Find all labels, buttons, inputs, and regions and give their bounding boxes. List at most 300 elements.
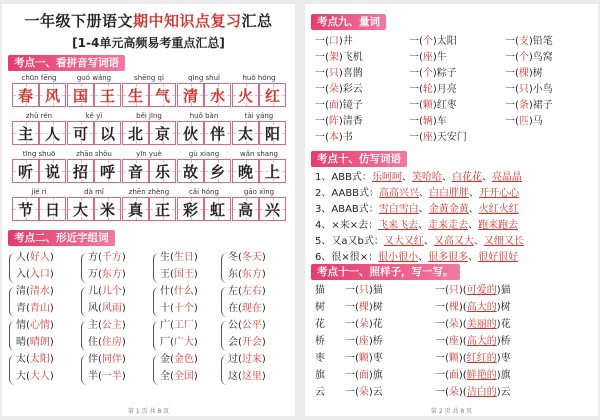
answer: 阵 [328, 116, 339, 127]
char-word-pair [228, 336, 266, 350]
char: 火 [237, 87, 253, 105]
answer: 开会 [241, 337, 262, 348]
char-word-pair [228, 319, 266, 333]
char: 方( [88, 252, 102, 263]
answer: 又大又红 [383, 236, 424, 247]
answer: 可爱的 [466, 285, 497, 296]
pinyin-label: kě yǐ [85, 112, 103, 120]
answer: 生日 [173, 252, 194, 263]
title-part-1: 一年级下册语文 [24, 12, 133, 30]
noun: )鸟窝 [528, 52, 553, 63]
char-cell [12, 159, 39, 183]
char: 风 [44, 87, 60, 105]
char: 广( [160, 320, 174, 331]
noun: )牛 [432, 52, 447, 63]
char: 冬( [228, 252, 242, 263]
answer: 火红火红 [478, 204, 519, 215]
pattern-row [315, 235, 524, 249]
prefix: 一( [345, 285, 359, 296]
char-word-pair [160, 370, 198, 384]
char: 东( [228, 269, 242, 280]
char: 音 [127, 163, 143, 181]
char-cell [177, 83, 204, 107]
char: 伴( [88, 354, 102, 365]
char: 伙 [182, 125, 198, 143]
answer: 朵 [448, 387, 459, 398]
char: 人( [16, 252, 30, 263]
char-word-pair [16, 302, 54, 316]
answer: 朵 [358, 319, 369, 330]
noun: )飞机 [338, 52, 363, 63]
answer: 现在 [241, 303, 262, 314]
char: 会( [228, 337, 242, 348]
separator: 、 [401, 172, 412, 183]
char: 米 [99, 201, 115, 219]
answer: 清水 [29, 286, 50, 297]
answer: 很小很小 [378, 252, 419, 263]
char-cell [122, 159, 149, 183]
pattern-label: 5、又a又b式： [315, 236, 384, 247]
paren: ) [261, 371, 266, 382]
measure-item [505, 83, 553, 97]
group-brace [153, 287, 159, 317]
pattern-row [315, 219, 518, 233]
measure-item [505, 51, 553, 65]
answer: 左右 [241, 286, 262, 297]
answer: 个 [518, 52, 529, 63]
prefix: 一( [435, 353, 449, 364]
answer: 工厂 [173, 320, 194, 331]
char: 红 [264, 87, 280, 105]
answer: 全国 [173, 371, 194, 382]
pinyin-label: zhāo shǒu [76, 150, 112, 158]
pinyin-label: cǎi hóng [189, 188, 219, 196]
char-cell [122, 121, 149, 145]
example-word: 树 [315, 302, 325, 313]
example-phrase-long [435, 352, 511, 366]
noun: )彩云 [338, 84, 363, 95]
prefix: 一( [315, 52, 329, 63]
answer: 千方 [101, 252, 122, 263]
noun: )猫 [496, 285, 511, 296]
paren: ) [49, 354, 54, 365]
char: 左( [228, 286, 242, 297]
answer: 晴朗 [29, 337, 50, 348]
paren: ) [121, 286, 126, 297]
char-cell [67, 121, 94, 145]
pinyin-row [12, 112, 286, 146]
char-cell [232, 83, 259, 107]
example-phrase-long [435, 335, 511, 349]
answer: 口 [328, 36, 339, 47]
char: 乐 [154, 163, 170, 181]
char-word-pair [228, 251, 266, 265]
char-word-pair [160, 336, 198, 350]
noun: )花 [368, 319, 383, 330]
paren: ) [121, 252, 126, 263]
paren: ) [193, 371, 198, 382]
char: 半( [88, 371, 102, 382]
prefix: 一( [505, 100, 519, 111]
prefix: 一( [315, 36, 329, 47]
group-brace [81, 253, 87, 283]
char-cell [232, 159, 259, 183]
char: 晚 [237, 163, 253, 181]
char: 可 [72, 125, 88, 143]
prefix: 一( [435, 302, 449, 313]
separator: 、 [418, 252, 429, 263]
char-word-pair [88, 251, 126, 265]
pinyin-label: wǎn shang [240, 150, 278, 158]
char-cell [259, 121, 286, 145]
prefix: 一( [345, 319, 359, 330]
pattern-label: 2、AABB式： [315, 188, 380, 199]
paren: ) [193, 337, 198, 348]
answer: 颗 [422, 100, 433, 111]
measure-item [409, 115, 447, 129]
char: 王( [160, 269, 174, 280]
answer: 国王 [173, 269, 194, 280]
answer: 笑哈哈 [411, 172, 442, 183]
pinyin-label: zhǔ rén [25, 112, 53, 120]
noun: )旗 [368, 370, 383, 381]
char: 在( [228, 303, 242, 314]
char-word-pair [160, 302, 198, 316]
separator: 、 [473, 236, 484, 247]
answer: 高大的 [466, 302, 497, 313]
pattern-row [315, 187, 519, 201]
measure-item [315, 131, 353, 145]
char: 大( [16, 371, 30, 382]
measure-item [505, 115, 543, 129]
answer: 支 [518, 36, 529, 47]
char-word-pair [228, 370, 266, 384]
example-phrase-short [345, 369, 383, 383]
example-word: 旗 [315, 370, 325, 381]
pinyin-label: tīng shuō [22, 150, 56, 158]
char-cell [204, 121, 231, 145]
char-cell [39, 121, 66, 145]
answer: 这里 [241, 371, 262, 382]
answer: 公主 [101, 320, 122, 331]
prefix: 一( [315, 100, 329, 111]
separator: 、 [468, 220, 479, 231]
char: 兴 [264, 201, 280, 219]
pinyin-row [12, 150, 286, 184]
char: 水 [209, 87, 225, 105]
answer: 又细又长 [483, 236, 524, 247]
example-phrase-short [345, 352, 383, 366]
answer: 心情 [29, 320, 50, 331]
group-brace [81, 355, 87, 385]
answer: 辆 [422, 116, 433, 127]
answer: 朵 [328, 84, 339, 95]
char: 公( [228, 320, 242, 331]
section-banner-1: 考点一、看拼音写词语 [8, 55, 125, 71]
answer: 同伴 [101, 354, 122, 365]
char: 高 [237, 201, 253, 219]
measure-item [315, 35, 353, 49]
char-cell [259, 83, 286, 107]
char: 情( [16, 320, 30, 331]
pinyin-label: zhēn zhèng [128, 188, 170, 196]
paren: ) [49, 303, 54, 314]
measure-item [505, 35, 553, 49]
measure-item [409, 35, 457, 49]
answer: 条 [518, 100, 529, 111]
answer: 只 [328, 68, 339, 79]
answer: 十个 [173, 303, 194, 314]
measure-item [409, 83, 457, 97]
char-cell [204, 159, 231, 183]
char: 日 [44, 201, 60, 219]
paren: )( [458, 319, 467, 330]
paren: ) [261, 320, 266, 331]
answer: 棵 [518, 68, 529, 79]
group-brace [153, 321, 159, 351]
pinyin-label: tài yáng [244, 112, 274, 120]
noun: )井 [338, 36, 353, 47]
page-title [2, 10, 295, 31]
answer: 乐呵呵 [371, 172, 402, 183]
answer: 白花花 [451, 172, 482, 183]
prefix: 一( [505, 52, 519, 63]
noun: )铅笔 [528, 36, 553, 47]
left-page [2, 4, 295, 416]
measure-item [505, 99, 553, 113]
group-brace [9, 287, 15, 317]
paren: )( [458, 387, 467, 398]
prefix: 一( [409, 132, 423, 143]
answer: 青山 [29, 303, 50, 314]
noun: )太阳 [432, 36, 457, 47]
answer: 风雨 [101, 303, 122, 314]
group-brace [9, 355, 15, 385]
char: 北 [127, 125, 143, 143]
char-cell [94, 83, 121, 107]
paren: ) [121, 337, 126, 348]
answer: 高大的 [466, 336, 497, 347]
char-cell [67, 83, 94, 107]
answer: 座 [422, 132, 433, 143]
pattern-label: 1、ABB式： [315, 172, 372, 183]
char-word-pair [160, 319, 198, 333]
char: 乡 [209, 163, 225, 181]
example-word: 花 [315, 319, 325, 330]
answer: 儿个 [101, 286, 122, 297]
right-page [305, 4, 598, 416]
answer: 架 [328, 52, 339, 63]
char: 万( [88, 269, 102, 280]
pattern-label: 3、ABAB式： [315, 204, 379, 215]
char: 招 [72, 163, 88, 181]
char: 住( [88, 337, 102, 348]
char: 十( [160, 303, 174, 314]
char: 彩 [182, 201, 198, 219]
char-cell [122, 197, 149, 221]
pinyin-label: qīng shuǐ [188, 74, 220, 82]
char: 风( [88, 303, 102, 314]
char: 入( [16, 269, 30, 280]
noun: )云 [368, 387, 383, 398]
char: 春 [17, 87, 33, 105]
char: 伴 [209, 125, 225, 143]
noun: )花 [496, 319, 511, 330]
char-cell [149, 121, 176, 145]
pattern-label: 4、×来×去： [315, 220, 379, 231]
measure-item [315, 51, 363, 65]
pinyin-label: huǒ hóng [242, 74, 276, 82]
answer: 只 [518, 84, 529, 95]
prefix: 一( [315, 68, 329, 79]
answer: 亮晶晶 [491, 172, 522, 183]
pattern-row [315, 251, 518, 265]
answer: 面 [328, 100, 339, 111]
noun: )树 [528, 68, 543, 79]
paren: ) [121, 303, 126, 314]
measure-item [315, 99, 363, 113]
example-phrase-short [345, 284, 383, 298]
prefix: 一( [505, 36, 519, 47]
answer: 什么 [173, 286, 194, 297]
pinyin-label: guó wáng [76, 74, 112, 82]
noun: )桥 [368, 336, 383, 347]
char: 说 [44, 163, 60, 181]
char: 人 [44, 125, 60, 143]
answer: 金黄金黄 [428, 204, 469, 215]
noun: )小鸟 [528, 84, 553, 95]
char-cell [39, 159, 66, 183]
paren: )( [458, 353, 467, 364]
separator: 、 [418, 220, 429, 231]
prefix: 一( [435, 387, 449, 398]
prefix: 一( [409, 100, 423, 111]
paren: ) [49, 269, 54, 280]
char-cell [94, 197, 121, 221]
answer: 只 [448, 285, 459, 296]
answer: 匹 [518, 116, 529, 127]
separator: 、 [469, 188, 480, 199]
pinyin-label: jié rì [31, 188, 47, 196]
char-cell [232, 197, 259, 221]
pinyin-row [12, 188, 286, 222]
answer: 住房 [101, 337, 122, 348]
char: 金( [160, 354, 174, 365]
prefix: 一( [435, 319, 449, 330]
answer: 很好很好 [478, 252, 519, 263]
char-cell [204, 83, 231, 107]
char-word-pair [228, 285, 266, 299]
noun: )书 [338, 132, 353, 143]
pattern-label: 6、很×很×： [315, 252, 379, 263]
answer: 洁白的 [466, 387, 497, 398]
answer: 颗 [358, 353, 369, 364]
answer: 座 [448, 336, 459, 347]
paren: ) [193, 354, 198, 365]
paren: ) [193, 286, 198, 297]
char: 故 [182, 163, 198, 181]
char: 全( [160, 371, 174, 382]
noun: )树 [496, 302, 511, 313]
group-brace [221, 355, 227, 385]
char-word-pair [16, 336, 54, 350]
separator: 、 [418, 204, 429, 215]
section-banner-2: 考点二、形近字组词 [8, 230, 115, 246]
answer: 鲜艳的 [466, 370, 497, 381]
char-cell [177, 121, 204, 145]
group-brace [81, 287, 87, 317]
separator: 、 [419, 188, 430, 199]
paren: ) [121, 371, 126, 382]
prefix: 一( [505, 116, 519, 127]
char: 青( [16, 303, 30, 314]
char-word-pair [228, 353, 266, 367]
answer: 开开心心 [479, 188, 520, 199]
example-phrase-short [345, 335, 383, 349]
noun: )红枣 [432, 100, 457, 111]
char-word-pair [88, 319, 126, 333]
paren: ) [261, 337, 266, 348]
char: 清( [16, 286, 30, 297]
pinyin-label: dà mǐ [84, 188, 104, 196]
char-cell [39, 83, 66, 107]
char-word-pair [160, 268, 198, 282]
group-brace [9, 321, 15, 351]
answer: 东方 [101, 269, 122, 280]
paren: ) [193, 303, 198, 314]
answer: 很多很多 [428, 252, 469, 263]
paren: ) [49, 337, 54, 348]
prefix: 一( [345, 370, 359, 381]
answer: 东方 [241, 269, 262, 280]
noun: )猫 [368, 285, 383, 296]
prefix: 一( [345, 387, 359, 398]
section-banner-11: 考点十一、照样子，写一写。 [311, 264, 460, 280]
pattern-row [315, 171, 522, 185]
char-word-pair [88, 353, 126, 367]
example-phrase-long [435, 284, 511, 298]
answer: 白白胖胖 [429, 188, 470, 199]
separator: 、 [423, 236, 434, 247]
char: 太 [237, 125, 253, 143]
char: 阳 [264, 125, 280, 143]
char-cell [94, 159, 121, 183]
pinyin-label: yīn yuè [136, 150, 162, 158]
answer: 太阳 [29, 354, 50, 365]
prefix: 一( [315, 116, 329, 127]
answer: 大人 [29, 371, 50, 382]
paren: ) [121, 269, 126, 280]
measure-item [505, 67, 543, 81]
char: 什( [160, 286, 174, 297]
answer: 颗 [448, 353, 459, 364]
answer: 面 [448, 370, 459, 381]
char: 主 [17, 125, 33, 143]
char-cell [149, 197, 176, 221]
char-word-pair [88, 336, 126, 350]
noun: )旗 [496, 370, 511, 381]
char-cell [177, 197, 204, 221]
title-part-3: 汇总 [241, 12, 273, 30]
title-part-2: 期中知识点复习 [132, 12, 242, 30]
example-phrase-short [345, 301, 383, 315]
separator: 、 [468, 204, 479, 215]
noun: )天安门 [432, 132, 467, 143]
answer: 冬天 [241, 252, 262, 263]
paren: ) [49, 252, 54, 263]
page-footer: 第 1 页 共 8 页 [127, 408, 170, 415]
char: 国 [72, 87, 88, 105]
